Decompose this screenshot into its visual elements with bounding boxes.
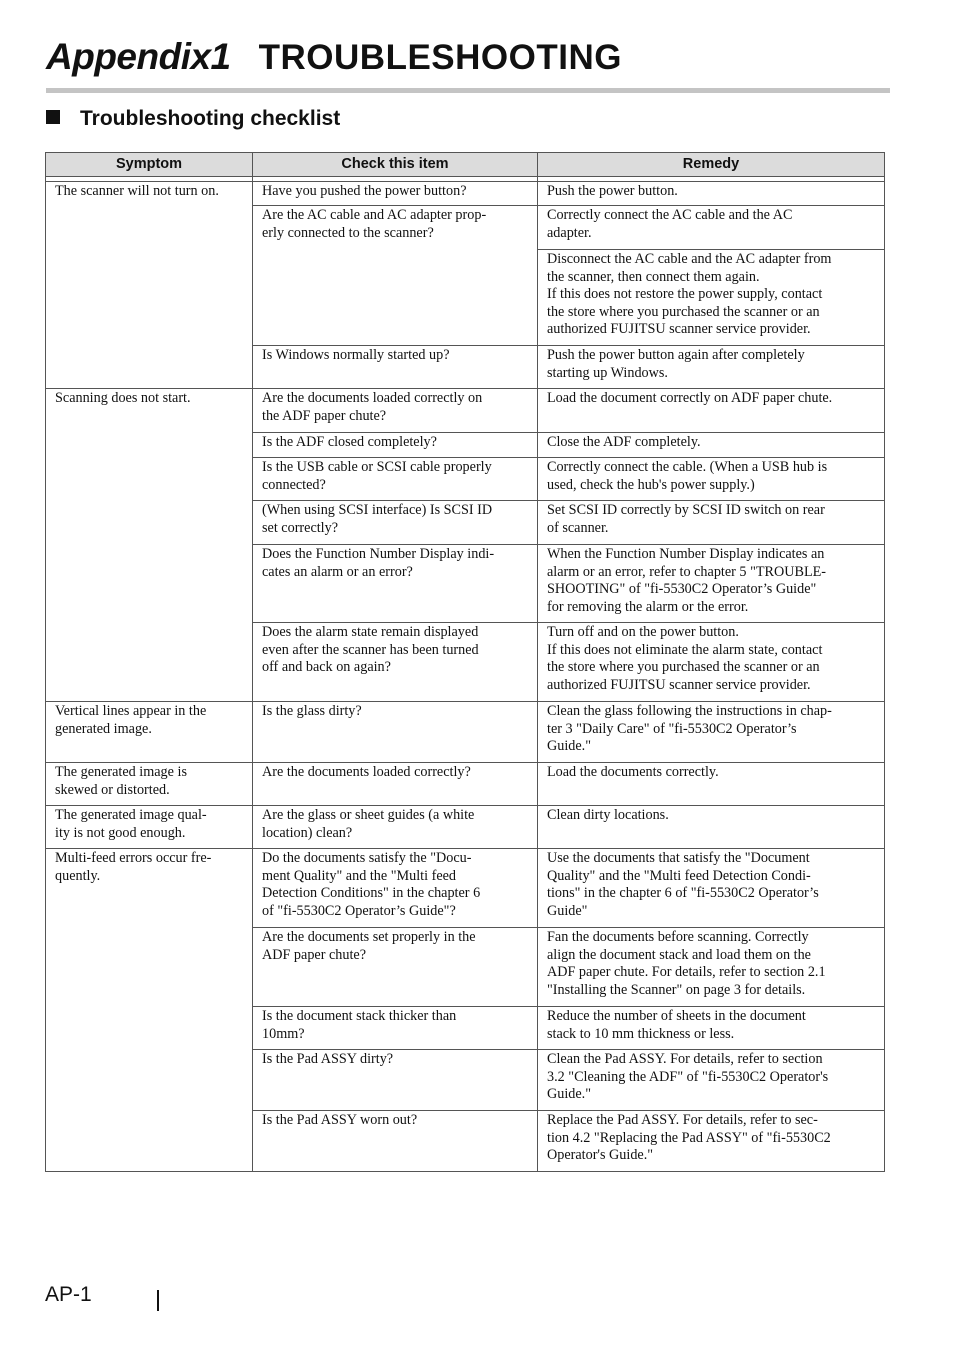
symptom-cell: Vertical lines appear in the generated image. <box>46 702 253 763</box>
remedy-cell: Push the power button again after completely starting up Windows. <box>538 346 885 389</box>
check-item-cell: Is the Pad ASSY dirty? <box>253 1050 538 1111</box>
title-rule <box>46 88 890 93</box>
check-item-cell: Does the alarm state remain displayed even after the scanner has been turned off and back on again? <box>253 623 538 702</box>
symptom-cell: Scanning does not start. <box>46 389 253 702</box>
check-item-cell: Are the documents set properly in the ADF paper chute? <box>253 928 538 1007</box>
remedy-cell: Turn off and on the power button. If this does not eliminate the alarm state, contact the store where you purchased the scanner or an authorized FUJITSU scanner service provider. <box>538 623 885 702</box>
troubleshooting-table <box>45 152 885 1172</box>
remedy-cell: When the Function Number Display indicates an alarm or an error, refer to chapter 5 "TROUBLE- SHOOTING" of "fi-5530C2 Operator’s Guide" for removing the alarm or the error. <box>538 545 885 623</box>
remedy-cell: Clean the Pad ASSY. For details, refer to section 3.2 "Cleaning the ADF" of "fi-5530C2 Operator's Guide." <box>538 1050 885 1111</box>
table-row <box>46 182 885 206</box>
remedy-cell: Fan the documents before scanning. Correctly align the document stack and load them on the ADF paper chute. For details, refer to section 2.1 "Installing the Scanner" on page 3 for details. <box>538 928 885 1007</box>
table-row <box>46 389 885 433</box>
remedy-cell: Reduce the number of sheets in the document stack to 10 mm thickness or less. <box>538 1007 885 1050</box>
remedy-cell: Load the document correctly on ADF paper chute. <box>538 389 885 433</box>
check-item-cell: Are the documents loaded correctly? <box>253 763 538 806</box>
check-item-cell: Is the ADF closed completely? <box>253 433 538 458</box>
section-heading <box>46 107 340 131</box>
remedy-cell: Clean the glass following the instructions in chap- ter 3 "Daily Care" of "fi-5530C2 Operator’s Guide." <box>538 702 885 763</box>
symptom-cell: The generated image qual- ity is not good enough. <box>46 806 253 849</box>
remedy-cell: Disconnect the AC cable and the AC adapter from the scanner, then connect them again. If this does not restore the power supply, contact the store where you purchased the scanner or an authorized FUJITSU scanner service provider. <box>538 250 885 346</box>
square-bullet-icon <box>46 110 60 124</box>
symptom-cell: The scanner will not turn on. <box>46 182 253 389</box>
check-item-cell: (When using SCSI interface) Is SCSI ID set correctly? <box>253 501 538 545</box>
check-item-cell: Are the glass or sheet guides (a white location) clean? <box>253 806 538 849</box>
check-item-cell: Does the Function Number Display indi- cates an alarm or an error? <box>253 545 538 623</box>
appendix-label: Appendix1 <box>46 36 231 77</box>
footer-divider <box>157 1290 159 1311</box>
table-row <box>46 806 885 849</box>
check-item-cell: Are the documents loaded correctly on the ADF paper chute? <box>253 389 538 433</box>
remedy-cell: Correctly connect the cable. (When a USB hub is used, check the hub's power supply.) <box>538 458 885 501</box>
remedy-cell: Load the documents correctly. <box>538 763 885 806</box>
remedy-cell: Clean dirty locations. <box>538 806 885 849</box>
section-title: Troubleshooting checklist <box>80 107 341 130</box>
remedy-cell: Push the power button. <box>538 182 885 206</box>
table-row <box>46 849 885 928</box>
check-item-cell: Have you pushed the power button? <box>253 182 538 206</box>
check-item-cell: Is the Pad ASSY worn out? <box>253 1111 538 1172</box>
page-title <box>46 36 622 78</box>
remedy-cell: Use the documents that satisfy the "Document Quality" and the "Multi feed Detection Condi- tions" in the chapter 6 of "fi-5530C2 Operator’s Guide" <box>538 849 885 928</box>
table-row <box>46 702 885 763</box>
check-item-cell: Is the document stack thicker than 10mm? <box>253 1007 538 1050</box>
table-body <box>46 177 885 1172</box>
symptom-cell: Multi-feed errors occur fre- quently. <box>46 849 253 1172</box>
check-item-cell: Is Windows normally started up? <box>253 346 538 389</box>
column-header: Remedy <box>538 153 885 177</box>
column-header: Symptom <box>46 153 253 177</box>
check-item-cell: Do the documents satisfy the "Docu- ment Quality" and the "Multi feed Detection Conditions" in the chapter 6 of "fi-5530C2 Operator’s Guide"? <box>253 849 538 928</box>
table-header-row <box>46 153 885 177</box>
page-number: AP-1 <box>45 1283 92 1306</box>
table-row <box>46 763 885 806</box>
remedy-cell: Correctly connect the AC cable and the AC adapter. <box>538 206 885 250</box>
chapter-title: TROUBLESHOOTING <box>258 38 622 77</box>
check-item-cell: Is the glass dirty? <box>253 702 538 763</box>
remedy-cell: Set SCSI ID correctly by SCSI ID switch on rear of scanner. <box>538 501 885 545</box>
remedy-cell: Replace the Pad ASSY. For details, refer to sec- tion 4.2 "Replacing the Pad ASSY" of "fi-5530C2 Operator's Guide." <box>538 1111 885 1172</box>
check-item-cell: Is the USB cable or SCSI cable properly connected? <box>253 458 538 501</box>
remedy-cell: Close the ADF completely. <box>538 433 885 458</box>
column-header: Check this item <box>253 153 538 177</box>
symptom-cell: The generated image is skewed or distorted. <box>46 763 253 806</box>
check-item-cell: Are the AC cable and AC adapter prop- erly connected to the scanner? <box>253 206 538 346</box>
